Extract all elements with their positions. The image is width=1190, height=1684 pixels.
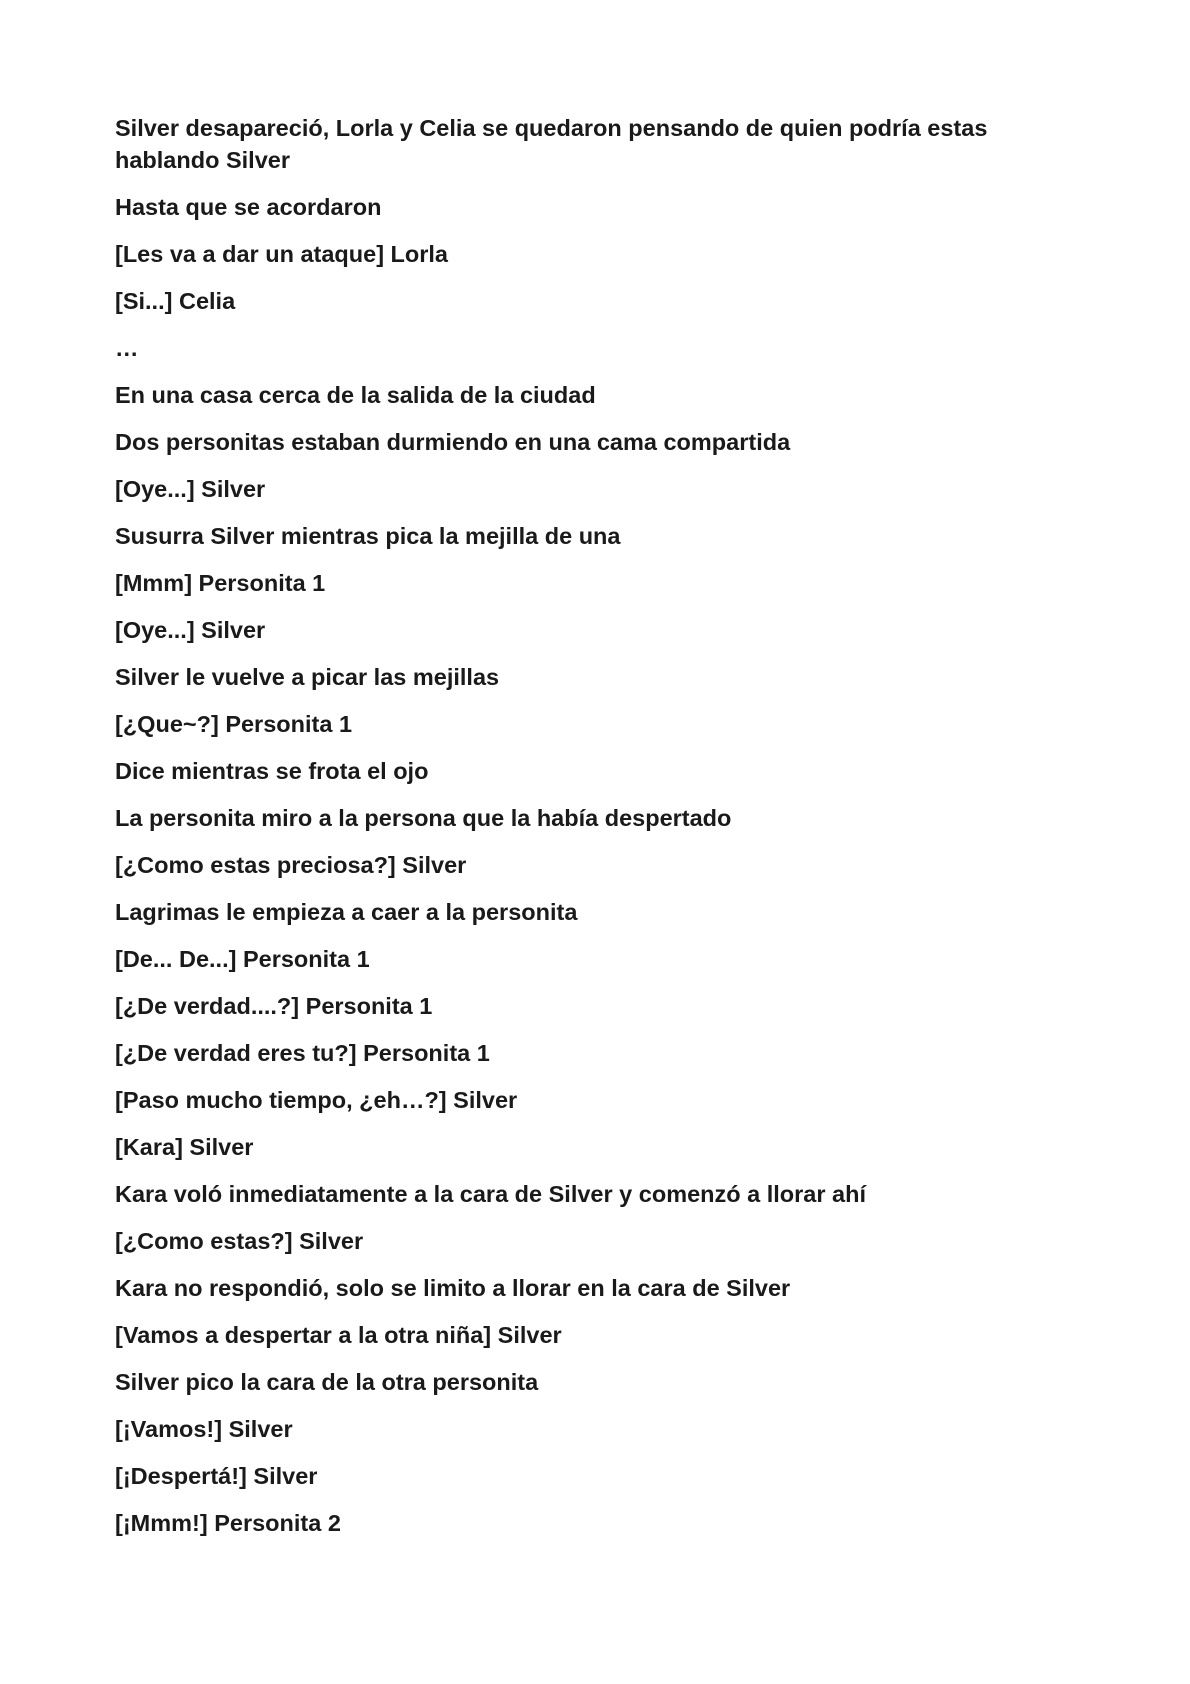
paragraph: [Oye...] Silver <box>115 476 266 502</box>
paragraph: [Oye...] Silver <box>115 617 266 643</box>
paragraph: [¡Vamos!] Silver <box>115 1416 293 1442</box>
paragraph: Susurra Silver mientras pica la mejilla de una <box>115 523 621 549</box>
paragraph: [¿Como estas preciosa?] Silver <box>115 852 467 878</box>
paragraph: [Kara] Silver <box>115 1134 254 1160</box>
paragraph: [Paso mucho tiempo, ¿eh…?] Silver <box>115 1087 518 1113</box>
paragraph: Lagrimas le empieza a caer a la personita <box>115 899 578 925</box>
paragraph: [Mmm] Personita 1 <box>115 570 326 596</box>
paragraph: [¿Como estas?] Silver <box>115 1228 364 1254</box>
paragraph: Dos personitas estaban durmiendo en una cama compartida <box>115 429 791 455</box>
paragraph: Kara voló inmediatamente a la cara de Silver y comenzó a llorar ahí <box>115 1181 867 1207</box>
paragraph: Silver desapareció, Lorla y Celia se quedaron pensando de quien podría estas hablando Silver <box>115 115 988 173</box>
paragraph: Hasta que se acordaron <box>115 194 382 220</box>
paragraph: [Vamos a despertar a la otra niña] Silver <box>115 1322 562 1348</box>
paragraph: Dice mientras se frota el ojo <box>115 758 429 784</box>
paragraph: Silver pico la cara de la otra personita <box>115 1369 539 1395</box>
paragraph: En una casa cerca de la salida de la ciudad <box>115 382 596 408</box>
document-body <box>115 112 1075 1554</box>
paragraph: … <box>115 335 139 361</box>
paragraph: [Si...] Celia <box>115 288 236 314</box>
paragraph: Silver le vuelve a picar las mejillas <box>115 664 500 690</box>
paragraph: [¿Que~?] Personita 1 <box>115 711 353 737</box>
paragraph: [¿De verdad....?] Personita 1 <box>115 993 433 1019</box>
paragraph: [De... De...] Personita 1 <box>115 946 370 972</box>
paragraph: Kara no respondió, solo se limito a llorar en la cara de Silver <box>115 1275 791 1301</box>
paragraph: [Les va a dar un ataque] Lorla <box>115 241 449 267</box>
paragraph: [¡Despertá!] Silver <box>115 1463 318 1489</box>
paragraph: La personita miro a la persona que la había despertado <box>115 805 732 831</box>
paragraph: [¡Mmm!] Personita 2 <box>115 1510 341 1536</box>
paragraph: [¿De verdad eres tu?] Personita 1 <box>115 1040 490 1066</box>
